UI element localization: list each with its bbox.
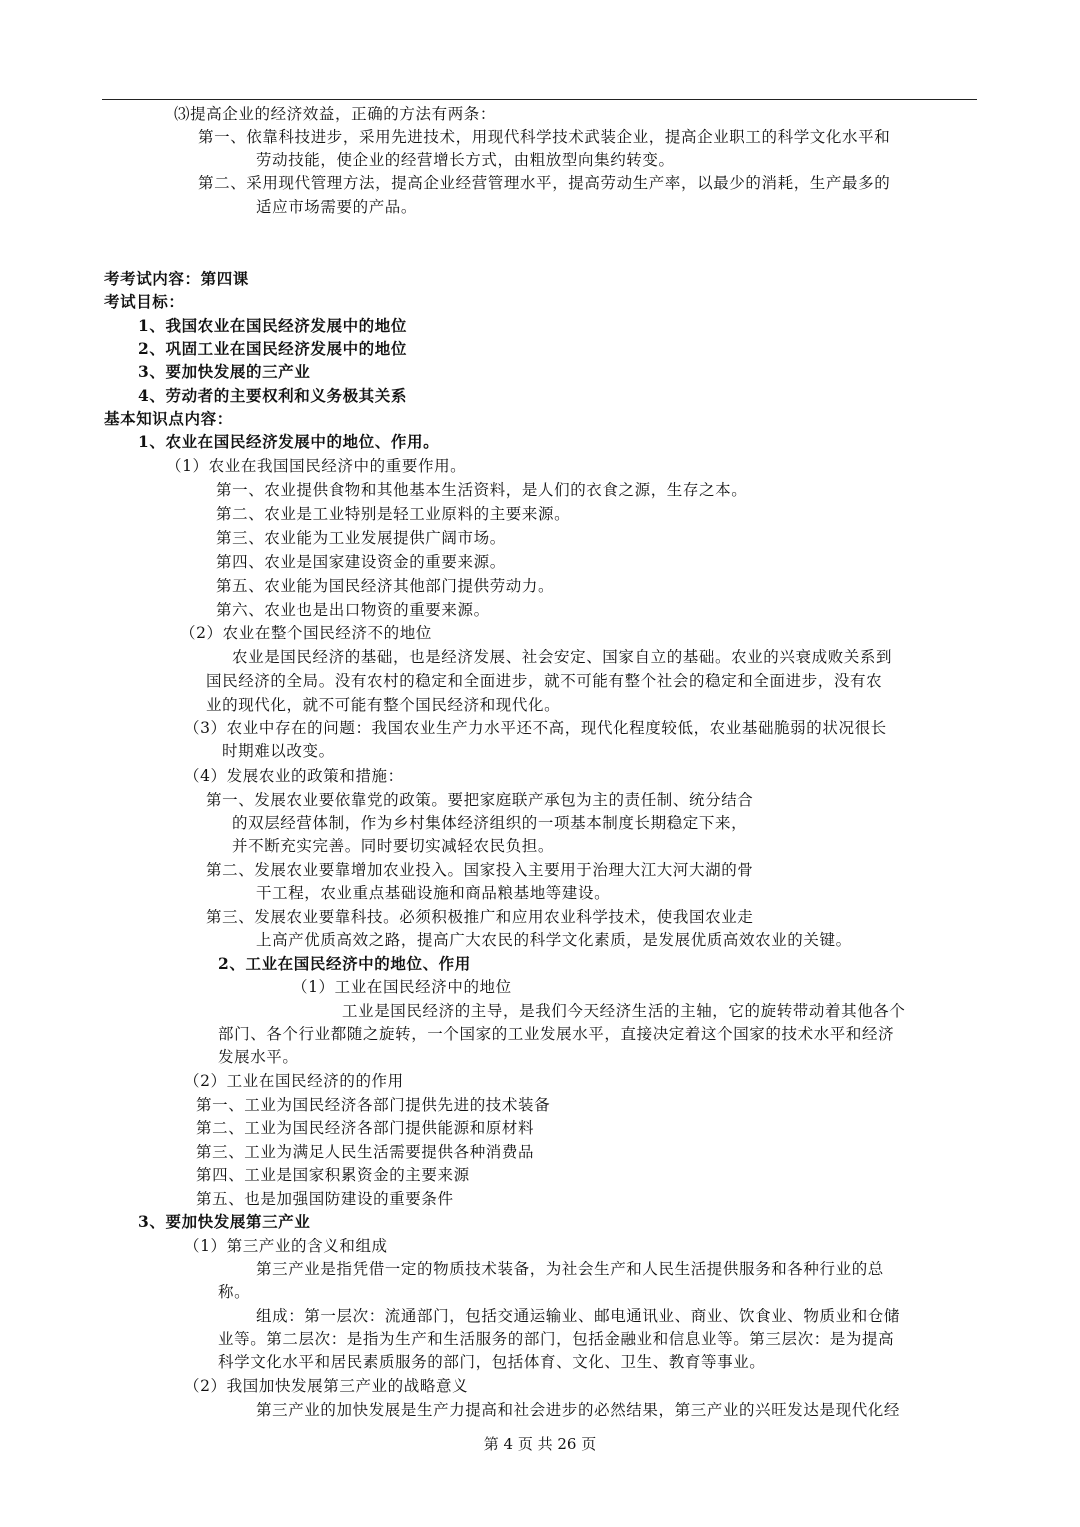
- text-line: ⑶提高企业的经济效益，正确的方法有两条：: [174, 105, 497, 123]
- page-footer: 第 4 页 共 26 页: [483, 1435, 597, 1453]
- text-line: 第三、工业为满足人民生活需要提供各种消费品: [196, 1143, 535, 1161]
- topic-heading: 3、要加快发展第三产业: [138, 1212, 311, 1231]
- text-line: 第四、工业是国家积累资金的主要来源: [196, 1166, 470, 1184]
- text-line: 工业是国民经济的主导，是我们今天经济生活的主轴，它的旋转带动着其他各个: [342, 1002, 906, 1020]
- text-line: 第五、也是加强国防建设的重要条件: [196, 1190, 454, 1208]
- text-line: 上高产优质高效之路，提高广大农民的科学文化素质，是发展优质高效农业的关键。: [256, 931, 852, 949]
- text-line: 的双层经营体制，作为乡村集体经济组织的一项基本制度长期稳定下来，: [232, 814, 748, 832]
- text-line: 称。: [218, 1283, 251, 1301]
- text-line: 第一、依靠科技进步，采用先进技术，用现代科学技术武装企业，提高企业职工的科学文化水平和: [198, 128, 891, 146]
- text-line: 并不断充实完善。同时要切实减轻农民负担。: [232, 837, 555, 855]
- text-line: 第二、发展农业要靠增加农业投入。国家投入主要用于治理大江大河大湖的骨: [206, 861, 754, 879]
- text-line: 国民经济的全局。没有农村的稳定和全面进步，就不可能有整个社会的稳定和全面进步，没有农: [206, 672, 883, 690]
- text-line: 干工程，农业重点基础设施和商品粮基地等建设。: [256, 884, 611, 902]
- text-line: 第二、工业为国民经济各部门提供能源和原材料: [196, 1119, 535, 1137]
- text-line: 时期难以改变。: [222, 742, 335, 760]
- text-line: 发展水平。: [218, 1048, 299, 1066]
- text-line: 劳动技能，使企业的经营增长方式，由粗放型向集约转变。: [256, 151, 675, 169]
- text-line: 业等。第二层次：是指为生产和生活服务的部门，包括金融业和信息业等。第三层次：是为提高: [218, 1330, 895, 1348]
- text-line: 第五、农业能为国民经济其他部门提供劳动力。: [216, 577, 555, 595]
- text-line: 第二、农业是工业特别是轻工业原料的主要来源。: [216, 505, 571, 523]
- topic-heading: 1、农业在国民经济发展中的地位、作用。: [138, 432, 440, 451]
- text-line: 第二、采用现代管理方法，提高企业经营管理水平，提高劳动生产率，以最少的消耗，生产最多的: [198, 174, 891, 192]
- header-rule: [102, 99, 977, 100]
- subsection-title: （4）发展农业的政策和措施：: [184, 767, 404, 785]
- text-line: 第四、农业是国家建设资金的重要来源。: [216, 553, 506, 571]
- section-title: 考试目标：: [104, 292, 185, 311]
- subsection-title: （2）我国加快发展第三产业的战略意义: [184, 1377, 469, 1395]
- goal-item: 4、劳动者的主要权利和义务极其关系: [138, 386, 407, 405]
- text-line: 第一、发展农业要依靠党的政策。要把家庭联产承包为主的责任制、统分结合: [206, 791, 754, 809]
- text-line: 适应市场需要的产品。: [256, 198, 418, 216]
- text-line: 第一、农业提供食物和其他基本生活资料，是人们的衣食之源，生存之本。: [216, 481, 748, 499]
- topic-heading: 2、工业在国民经济中的地位、作用: [218, 954, 471, 973]
- goal-item: 1、我国农业在国民经济发展中的地位: [138, 316, 407, 335]
- text-line: （3）农业中存在的问题：我国农业生产力水平还不高，现代化程度较低，农业基础脆弱的状况很长: [184, 719, 887, 737]
- subsection-title: （2）农业在整个国民经济不的地位: [180, 624, 432, 642]
- subsection-title: （2）工业在国民经济的的作用: [184, 1072, 404, 1090]
- subsection-title: （1）工业在国民经济中的地位: [292, 978, 512, 996]
- text-line: 组成：第一层次：流通部门，包括交通运输业、邮电通讯业、商业、饮食业、物质业和仓储: [256, 1307, 901, 1325]
- subsection-title: （1）农业在我国国民经济中的重要作用。: [166, 457, 467, 475]
- goal-item: 2、巩固工业在国民经济发展中的地位: [138, 339, 407, 358]
- text-line: 部门、各个行业都随之旋转，一个国家的工业发展水平，直接决定着这个国家的技术水平和经济: [218, 1025, 895, 1043]
- text-line: 科学文化水平和居民素质服务的部门，包括体育、文化、卫生、教育等事业。: [218, 1353, 766, 1371]
- text-line: 第一、工业为国民经济各部门提供先进的技术装备: [196, 1096, 551, 1114]
- text-line: 第三产业是指凭借一定的物质技术装备，为社会生产和人民生活提供服务和各种行业的总: [256, 1260, 884, 1278]
- subsection-title: （1）第三产业的含义和组成: [184, 1237, 388, 1255]
- text-line: 第六、农业也是出口物资的重要来源。: [216, 601, 490, 619]
- text-line: 第三、农业能为工业发展提供广阔市场。: [216, 529, 506, 547]
- section-title: 基本知识点内容：: [104, 409, 233, 428]
- text-line: 业的现代化，就不可能有整个国民经济和现代化。: [206, 696, 561, 714]
- goal-item: 3、要加快发展的三产业: [138, 362, 311, 381]
- text-line: 农业是国民经济的基础，也是经济发展、社会安定、国家自立的基础。农业的兴衰成败关系到: [232, 648, 893, 666]
- section-title: 考考试内容：第四课: [104, 269, 249, 288]
- text-line: 第三产业的加快发展是生产力提高和社会进步的必然结果，第三产业的兴旺发达是现代化经: [256, 1401, 901, 1419]
- text-line: 第三、发展农业要靠科技。必须积极推广和应用农业科学技术，使我国农业走: [206, 908, 754, 926]
